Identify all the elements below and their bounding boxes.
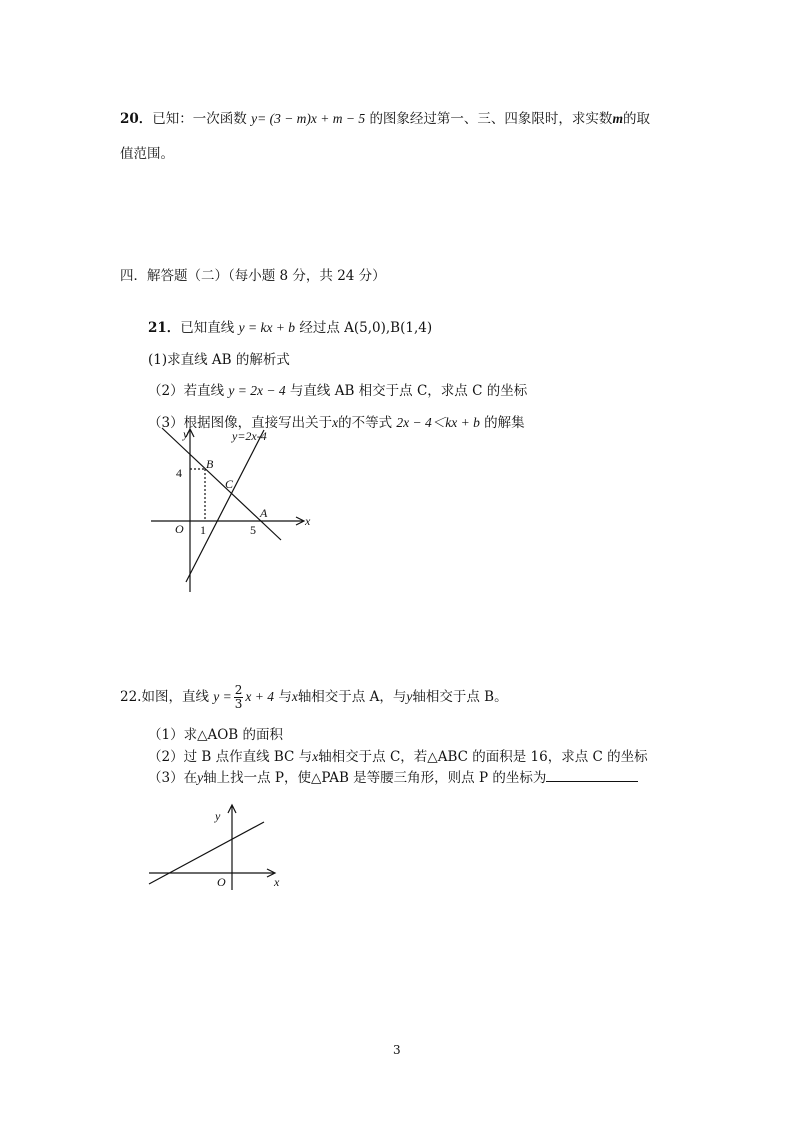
q22-part2-b: 轴相交于点 C，若△ABC 的面积是 16，求点 C 的坐标 <box>318 749 648 765</box>
q20-var-m: m <box>612 111 623 126</box>
q21-label-line: y=2x-4 <box>232 429 267 443</box>
q21-label-x: x <box>305 514 311 528</box>
q21-label-5: 5 <box>250 523 256 537</box>
q21-label-4: 4 <box>176 466 182 480</box>
q21-eq: y = kx + b <box>238 320 296 335</box>
q22-part3-b: 轴上找一点 P，使△PAB 是等腰三角形，则点 P 的坐标为 <box>203 770 547 786</box>
q21-label-b: B <box>206 457 214 471</box>
q21-part2-b: 与直线 AB 相交于点 C，求点 C 的坐标 <box>289 383 528 399</box>
q22-mid-c: 轴相交于点 B。 <box>412 689 508 705</box>
q22-frac-den: 3 <box>234 697 243 711</box>
q22-mid-x: x <box>291 689 298 704</box>
q20-mid: 的图象经过第一、三、四象限时，求实数 <box>369 111 613 127</box>
q21-suffix: 经过点 A(5,0),B(1,4) <box>299 320 433 336</box>
q21-part2 <box>148 379 527 399</box>
q20-suffix: 的取 <box>622 111 650 127</box>
q20-prefix: 已知：一次函数 <box>152 111 247 127</box>
q21-part3-a: （3）根据图像，直接写出关于 <box>148 415 333 431</box>
q22-frac-num: 2 <box>234 683 243 697</box>
q22-mid-a: 与 <box>278 689 292 705</box>
q22-label-o: O <box>217 875 226 889</box>
q22-part1: （1）求△AOB 的面积 <box>148 727 283 743</box>
q21-label-o: O <box>175 522 184 536</box>
q21-label-1: 1 <box>200 523 206 537</box>
q22-mid-b: 轴相交于点 A，与 <box>297 689 407 705</box>
q22-number: 22.如图，直线 <box>120 689 209 705</box>
q20-eq-y: y <box>251 111 258 126</box>
q21-figure <box>140 422 330 600</box>
q21-prefix: 已知直线 <box>180 320 235 336</box>
q21-label-a: A <box>260 506 268 520</box>
q21-part3-x: x <box>332 415 339 430</box>
q22-stem <box>120 684 508 711</box>
q21-part3-ineq: 2x − 4＜kx + b <box>396 415 480 430</box>
page-number: 3 <box>393 1043 401 1057</box>
q21-number: 21． <box>148 320 181 336</box>
q21-label-c: C <box>225 477 234 491</box>
q22-part3 <box>148 766 638 786</box>
q22-label-x: x <box>274 875 280 889</box>
q22-part2-x: x <box>312 749 319 764</box>
q21-part2-eq: y = 2x − 4 <box>228 383 286 398</box>
section4-title: 四．解答题（二）（每小题 8 分，共 24 分） <box>120 268 386 284</box>
q20-number: 20． <box>120 111 153 127</box>
q22-part3-y: y <box>197 770 204 785</box>
q20-eq-rest: = (3 − m)x + m − 5 <box>257 111 366 126</box>
q21-stem <box>148 316 432 336</box>
q22-eq-y: y = <box>213 689 232 704</box>
q22-line <box>149 822 264 884</box>
q22-figure <box>140 800 300 896</box>
q22-part3-a: （3）在 <box>148 770 198 786</box>
q22-fraction <box>234 684 244 711</box>
q22-answer-blank[interactable] <box>546 769 638 782</box>
q22-label-y: y <box>215 809 221 823</box>
q22-eq-tail: x + 4 <box>245 689 275 704</box>
q21-part1: (1)求直线 AB 的解析式 <box>148 352 290 368</box>
q21-label-y: y <box>183 427 189 441</box>
q21-part2-a: （2）若直线 <box>148 383 225 399</box>
q21-line-2x-4 <box>186 430 264 582</box>
q22-mid-y: y <box>406 689 413 704</box>
q20-line2: 值范围。 <box>120 146 174 162</box>
q20-line1 <box>120 107 650 127</box>
q21-part3-b: 的不等式 <box>338 415 393 431</box>
q21-part3-c: 的解集 <box>484 415 525 431</box>
q22-part2 <box>148 745 648 765</box>
q22-part2-a: （2）过 B 点作直线 BC 与 <box>148 749 313 765</box>
